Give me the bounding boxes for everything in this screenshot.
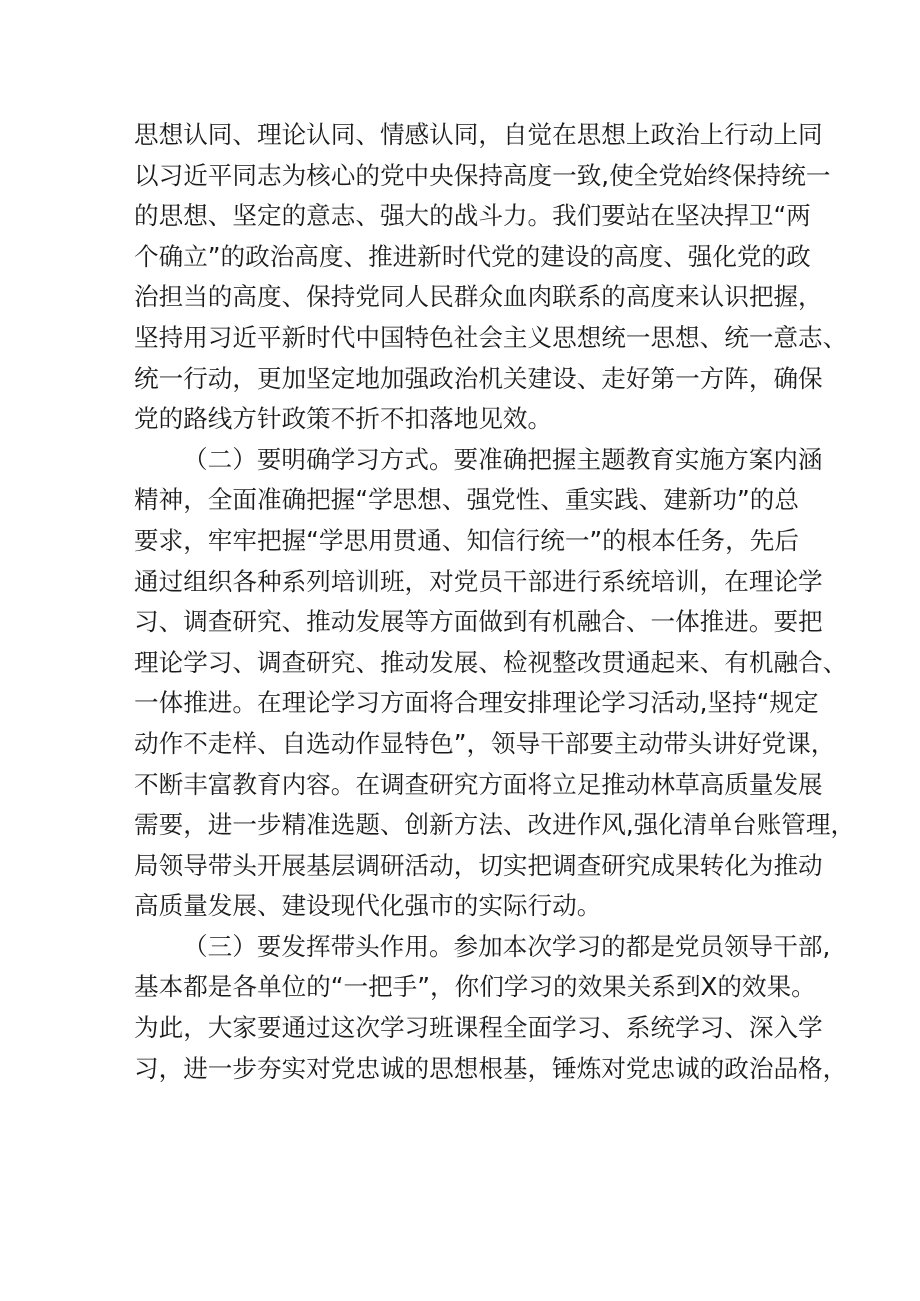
paragraph-line: 为此，大家要通过这次学习班课程全面学习、系统学习、深入学 bbox=[134, 1013, 823, 1043]
paragraph-line: 思想认同、理论认同、情感认同，自觉在思想上政治上行动上同 bbox=[134, 120, 823, 149]
paragraph-line: 不断丰富教育内容。在调查研究方面将立足推动林草高质量发展 bbox=[134, 769, 823, 799]
paragraph-line: 基本都是各单位的“一把手”，你们学习的效果关系到X的效果。 bbox=[134, 972, 816, 1002]
paragraph-line: 坚持用习近平新时代中国特色社会主义思想统一思想、统一意志、 bbox=[134, 322, 848, 352]
paragraph-line: 习，进一步夯实对党忠诚的思想根基，锤炼对党忠诚的政治品格， bbox=[134, 1053, 848, 1083]
paragraph-line: 理论学习、调查研究、推动发展、检视整改贯通起来、有机融合、 bbox=[134, 647, 848, 677]
paragraph-line: 动作不走样、自选动作显特色”，领导干部要主动带头讲好党课， bbox=[134, 728, 836, 758]
paragraph-line: 治担当的高度、保持党同人民群众血肉联系的高度来认识把握， bbox=[134, 282, 823, 312]
paragraph-heading-line: （二）要明确学习方式。要准确把握主题教育实施方案内涵 bbox=[183, 444, 823, 474]
paragraph-line: 的思想、坚定的意志、强大的战斗力。我们要站在坚决捍卫“两 bbox=[134, 201, 811, 231]
document-body bbox=[134, 115, 856, 1089]
paragraph-2 bbox=[134, 440, 856, 927]
paragraph-line: 要求，牢牢把握“学思用贯通、知信行统一”的根本任务，先后 bbox=[134, 525, 799, 555]
paragraph-line: 党的路线方针政策不折不扣落地见效。 bbox=[134, 404, 553, 434]
paragraph-line: 一体推进。在理论学习方面将合理安排理论学习活动,坚持“规定 bbox=[134, 688, 819, 718]
paragraph-3 bbox=[134, 927, 848, 1089]
paragraph-line: 通过组织各种系列培训班，对党员干部进行系统培训，在理论学 bbox=[134, 566, 823, 596]
paragraph-line: 需要，进一步精准选题、创新方法、改进作风,强化清单台账管理， bbox=[134, 810, 856, 840]
paragraph-line: 精神，全面准确把握“学思想、强党性、重实践、建新功”的总 bbox=[134, 485, 799, 515]
paragraph-line: 局领导带头开展基层调研活动，切实把调查研究成果转化为推动 bbox=[134, 850, 823, 880]
paragraph-line: 个确立”的政治高度、推进新时代党的建设的高度、强化党的政 bbox=[134, 241, 811, 271]
paragraph-line: 以习近平同志为核心的党中央保持高度一致,使全党始终保持统一 bbox=[134, 160, 831, 190]
paragraph-heading-line: （三）要发挥带头作用。参加本次学习的都是党员领导干部, bbox=[183, 931, 831, 961]
paragraph-1 bbox=[134, 115, 848, 440]
paragraph-line: 高质量发展、建设现代化强市的实际行动。 bbox=[134, 891, 602, 921]
paragraph-line: 习、调查研究、推动发展等方面做到有机融合、一体推进。要把 bbox=[134, 607, 823, 637]
paragraph-line: 统一行动，更加坚定地加强政治机关建设、走好第一方阵，确保 bbox=[134, 363, 823, 393]
